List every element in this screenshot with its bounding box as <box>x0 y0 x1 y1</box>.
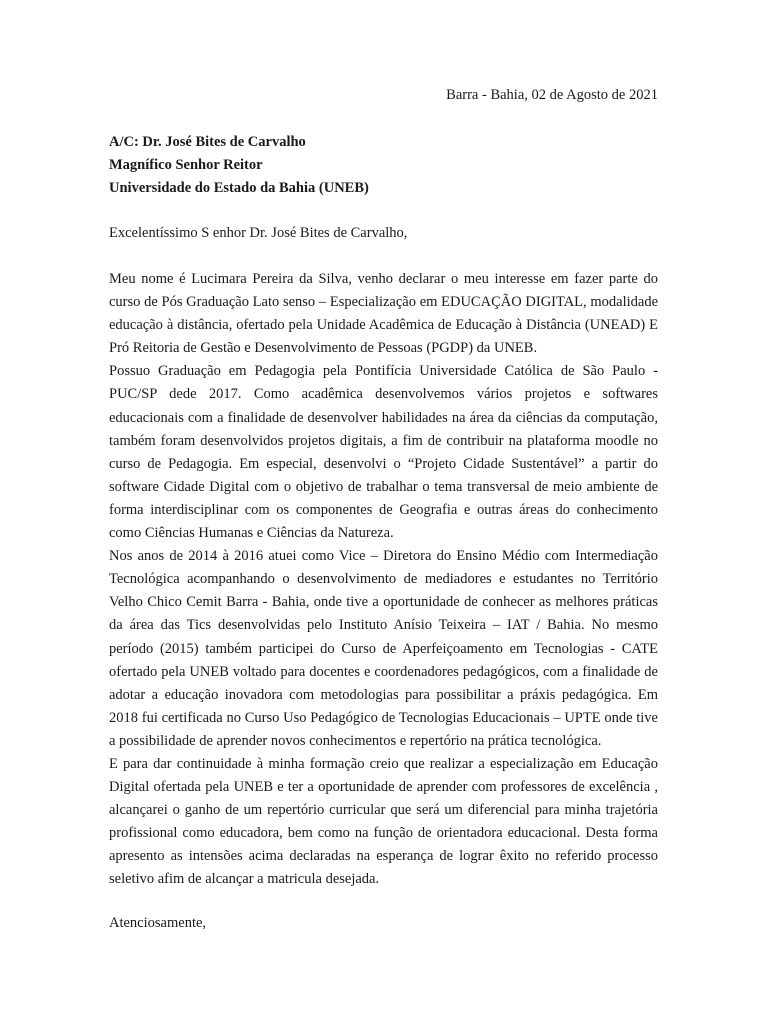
recipient-institution: Universidade do Estado da Bahia (UNEB) <box>109 180 369 196</box>
body-paragraph-education: Possuo Graduação em Pedagogia pela Pontifícia Universidade Católica de São Paulo - PUC/SP dede 2017. Como acadêmica desenvolvemos vários projetos e softwares educacionais com a finalidade de desenvolver habilidades na área da ciências da computação, também foram desenvolvidos projetos digitais, a fim de contribuir na plataforma moodle no curso de Pedagogia. Em especial, desenvolvi o “Projeto Cidade Sustentável” a partir do software Cidade Digital com o objetivo de trabalhar o tema transversal de meio ambiente de forma interdisciplinar com os componentes de Geografia e outras áreas do conhecimento como Ciências Humanas e Ciências da Natureza. <box>109 363 658 542</box>
closing: Atenciosamente, <box>109 915 207 931</box>
recipient-block <box>109 131 669 200</box>
letter-body <box>109 268 658 892</box>
body-paragraph-intro: Meu nome é Lucimara Pereira da Silva, venho declarar o meu interesse em fazer parte do curso de Pós Graduação Lato senso – Especialização em EDUCAÇÃO DIGITAL, modalidade educação à distância, ofertado pela Unidade Acadêmica de Educação à Distância (UNEAD) E Pró Reitoria de Gestão e Desenvolvimento de Pessoas (PGDP) da UNEB. <box>109 271 658 357</box>
salutation: Excelentíssimo S enhor Dr. José Bites de Carvalho, <box>109 225 408 241</box>
body-paragraph-motivation: E para dar continuidade à minha formação creio que realizar a especialização em Educação Digital ofertada pela UNEB e ter a oportunidade de aprender com professores de excelência , alcançarei o ganho de um repertório curricular que será um diferencial para minha trajetória profissional como educadora, bem como na função de orientadora educacional. Desta forma apresento as intensões acima declaradas na esperança de lograr êxito no referido processo seletivo afim de alcançar a matricula desejada. <box>109 755 658 888</box>
body-paragraph-experience: Nos anos de 2014 à 2016 atuei como Vice – Diretora do Ensino Médio com Intermediação Tecnológica acompanhando o desenvolvimento de mediadores e estudantes no Território Velho Chico Cemit Barra - Bahia, onde tive a oportunidade de conhecer as melhores práticas da área das Tics desenvolvidas pelo Instituto Anísio Teixeira – IAT / Bahia. No mesmo período (2015) também participei do Curso de Aperfeiçoamento em Tecnologias - CATE ofertado pela UNEB voltado para docentes e coordenadores pedagógicos, com a finalidade de adotar a educação inovadora com metodologias para possibilitar a práxis pedagógica. Em 2018 fui certificada no Curso Uso Pedagógico de Tecnologias Educacionais – UPTE onde tive a possibilidade de aprender novos conhecimentos e repertório na prática tecnológica. <box>109 548 658 749</box>
letter-date: Barra - Bahia, 02 de Agosto de 2021 <box>446 87 658 103</box>
recipient-title: Magnífico Senhor Reitor <box>109 157 263 173</box>
recipient-attention: A/C: Dr. José Bites de Carvalho <box>109 134 306 150</box>
